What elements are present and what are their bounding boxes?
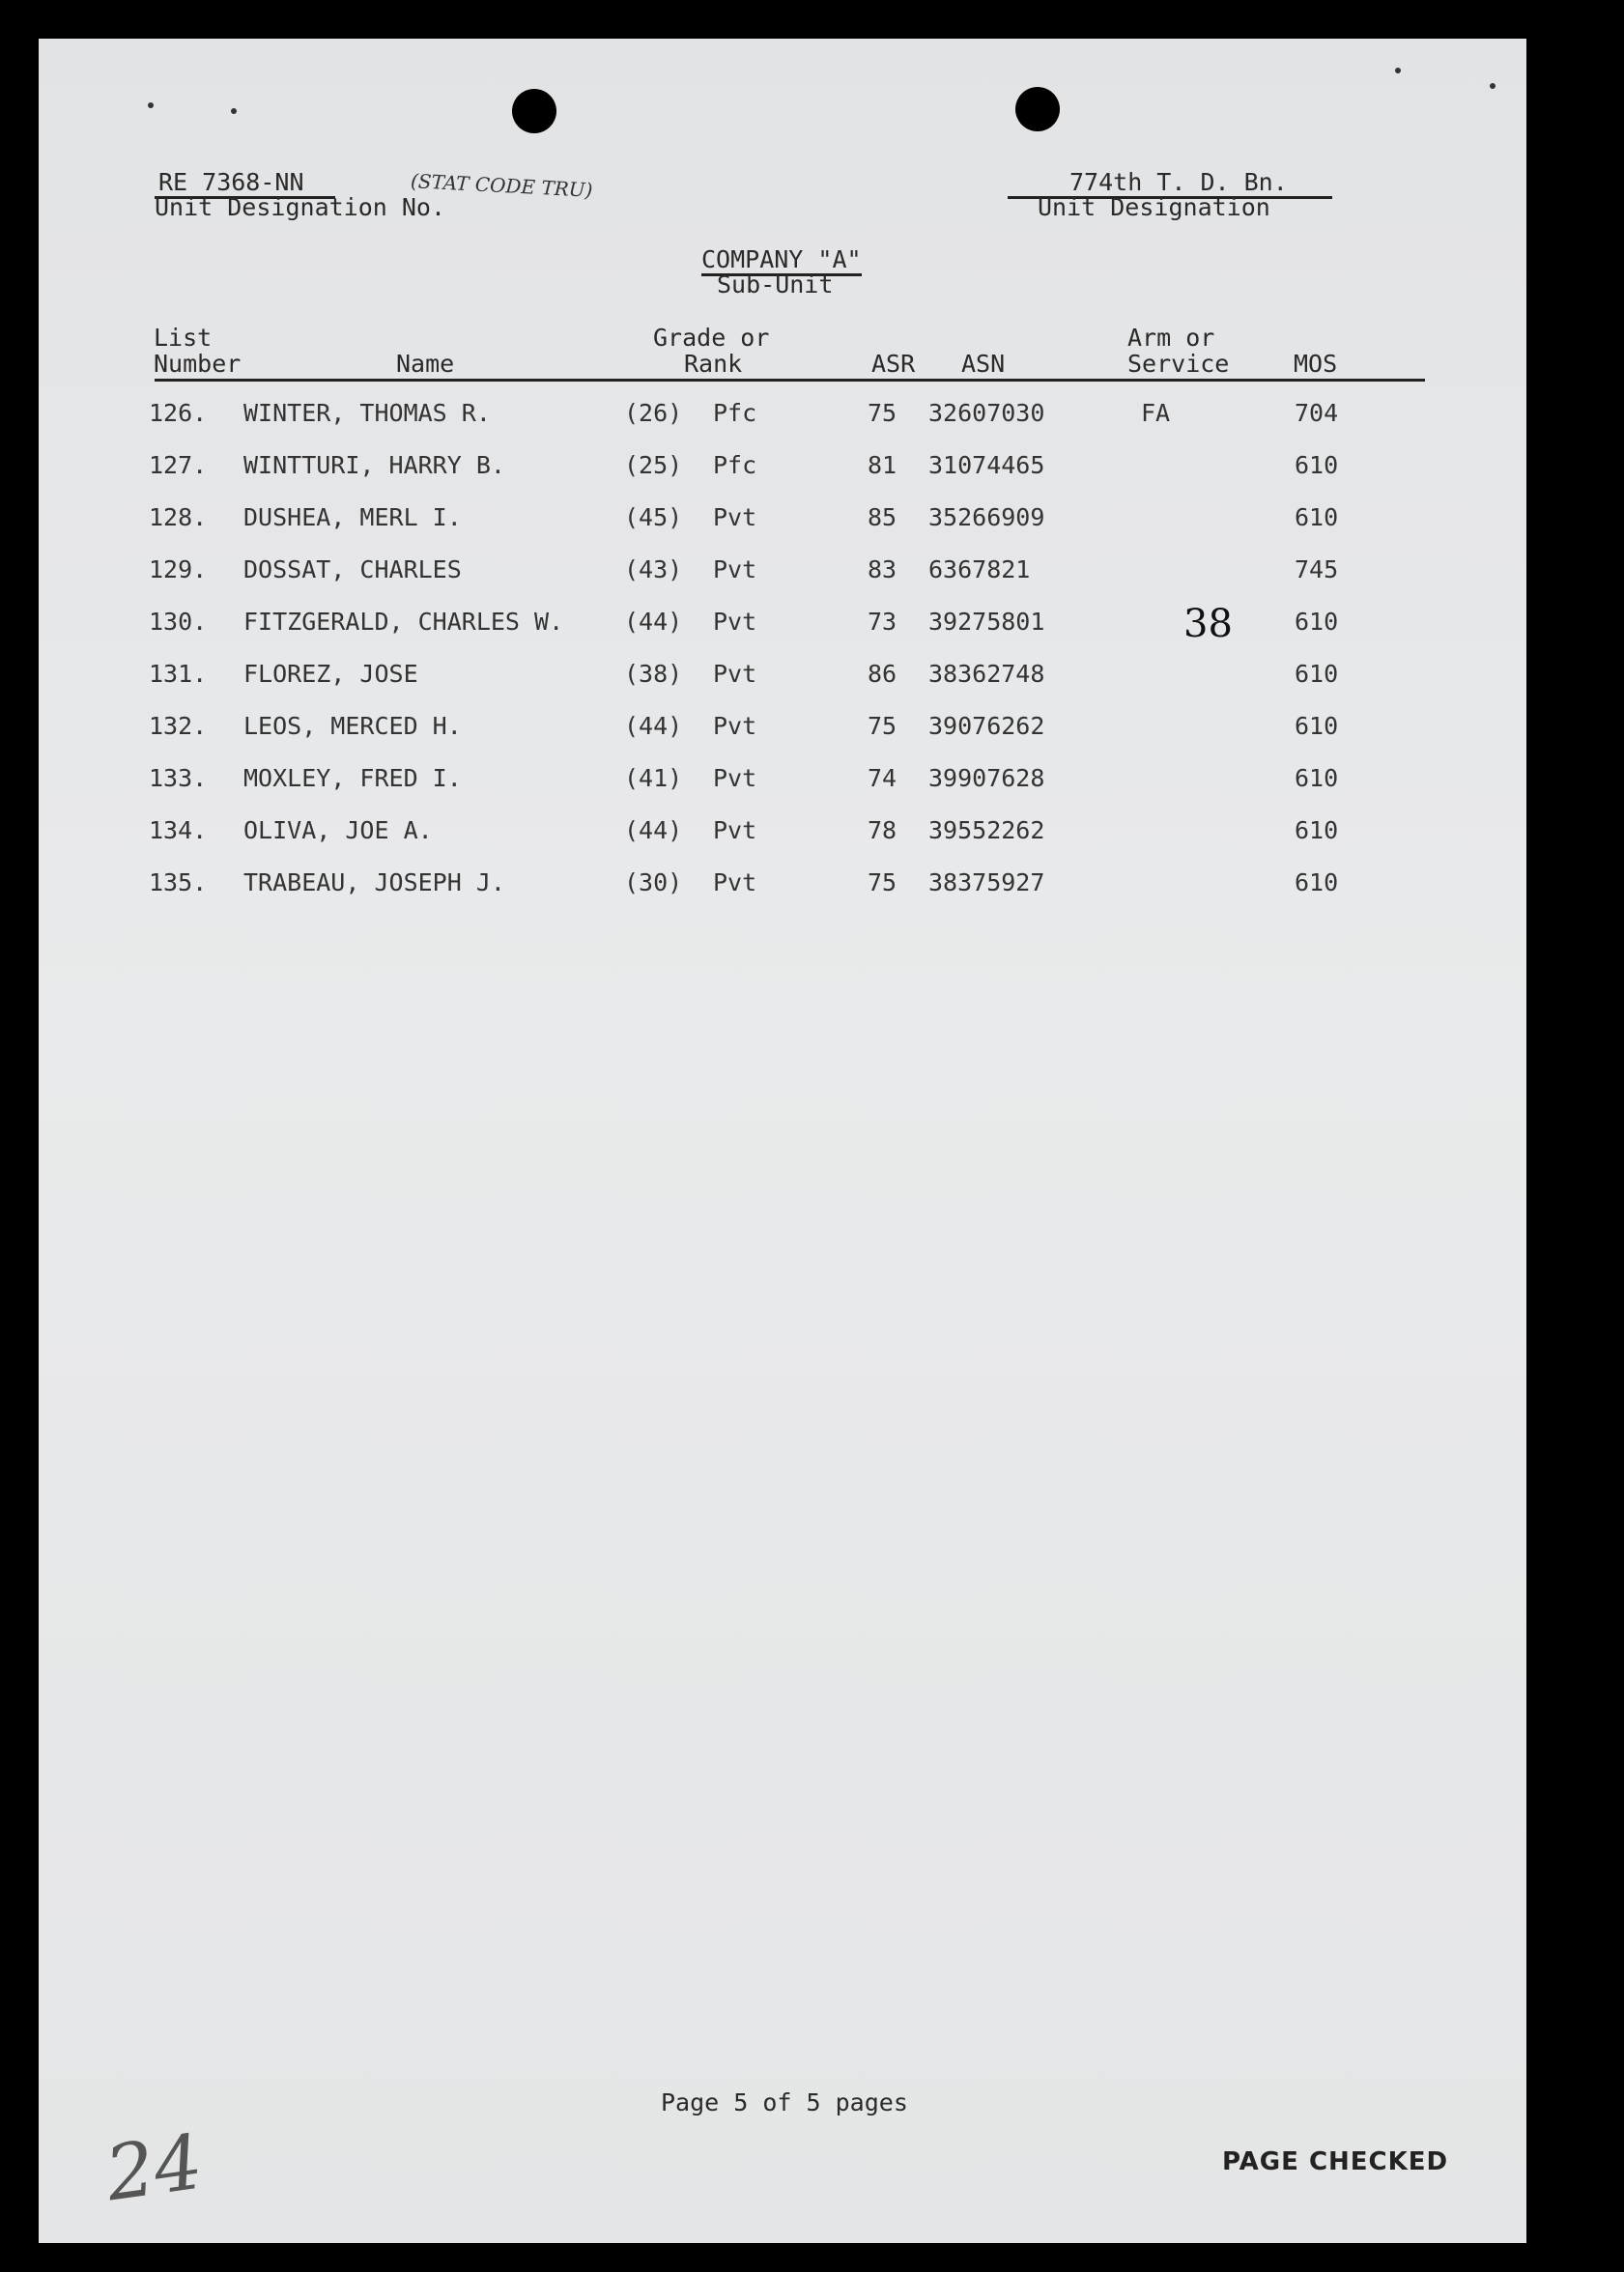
row-age: (41) (624, 764, 683, 792)
row-mos: 610 (1295, 816, 1339, 844)
row-grade: Pvt (713, 764, 757, 792)
row-asn: 38375927 (928, 868, 1045, 896)
row-name: FITZGERALD, CHARLES W. (243, 608, 564, 636)
row-name: DOSSAT, CHARLES (243, 555, 462, 583)
col-grade: Grade or (653, 324, 770, 352)
row-number: 126. (149, 399, 208, 427)
row-age: (44) (624, 816, 683, 844)
speck (1490, 83, 1496, 89)
row-age: (43) (624, 555, 683, 583)
page-checked-stamp: PAGE CHECKED (1222, 2147, 1449, 2176)
row-age: (44) (624, 608, 683, 636)
row-asn: 38362748 (928, 660, 1045, 688)
row-name: WINTER, THOMAS R. (243, 399, 491, 427)
row-age: (44) (624, 712, 683, 740)
row-number: 131. (149, 660, 208, 688)
unit-designation-label: Unit Designation (1038, 193, 1270, 221)
sub-unit: COMPANY "A" (701, 245, 862, 276)
row-age: (26) (624, 399, 683, 427)
speck (148, 102, 154, 108)
row-grade: Pvt (713, 503, 757, 531)
row-asr: 75 (868, 868, 897, 896)
row-number: 129. (149, 555, 208, 583)
row-asn: 6367821 (928, 555, 1031, 583)
row-name: WINTTURI, HARRY B. (243, 451, 505, 479)
row-name: LEOS, MERCED H. (243, 712, 462, 740)
row-asr: 78 (868, 816, 897, 844)
row-grade: Pvt (713, 816, 757, 844)
unit-designation-no: RE 7368-NN (155, 168, 335, 199)
col-asn: ASN (961, 350, 1006, 378)
speck (1395, 68, 1401, 73)
row-age: (45) (624, 503, 683, 531)
row-grade: Pvt (713, 608, 757, 636)
speck (231, 108, 237, 114)
col-arm: Arm or (1127, 324, 1215, 352)
row-number: 133. (149, 764, 208, 792)
header-rule (155, 379, 1425, 382)
row-age: (30) (624, 868, 683, 896)
row-name: TRABEAU, JOSEPH J. (243, 868, 505, 896)
row-number: 134. (149, 816, 208, 844)
row-asn: 39275801 (928, 608, 1045, 636)
row-mos: 610 (1295, 451, 1339, 479)
punch-hole-left (512, 89, 556, 133)
page-indicator: Page 5 of 5 pages (661, 2088, 908, 2116)
row-name: OLIVA, JOE A. (243, 816, 433, 844)
row-mos: 704 (1295, 399, 1339, 427)
row-grade: Pvt (713, 660, 757, 688)
row-grade: Pvt (713, 712, 757, 740)
row-asn: 39907628 (928, 764, 1045, 792)
row-number: 128. (149, 503, 208, 531)
col-name: Name (396, 350, 455, 378)
row-mos: 610 (1295, 764, 1339, 792)
punch-hole-right (1015, 87, 1060, 131)
sub-unit-label: Sub-Unit (717, 270, 834, 298)
row-number: 135. (149, 868, 208, 896)
row-mos: 745 (1295, 555, 1339, 583)
row-asr: 81 (868, 451, 897, 479)
col-service: Service (1127, 350, 1230, 378)
unit-designation-no-label: Unit Designation No. (155, 193, 446, 221)
row-mos: 610 (1295, 868, 1339, 896)
row-number: 130. (149, 608, 208, 636)
row-name: DUSHEA, MERL I. (243, 503, 462, 531)
row-mos: 610 (1295, 503, 1339, 531)
row-asn: 35266909 (928, 503, 1045, 531)
row-age: (25) (624, 451, 683, 479)
row-grade: Pvt (713, 868, 757, 896)
row-mos: 610 (1295, 660, 1339, 688)
row-asr: 73 (868, 608, 897, 636)
row-number: 132. (149, 712, 208, 740)
row-number: 127. (149, 451, 208, 479)
document-page (39, 39, 1526, 2243)
row-arm: FA (1141, 399, 1171, 427)
pencil-number: 24 (100, 2118, 209, 2219)
row-grade: Pvt (713, 555, 757, 583)
col-list: List (154, 324, 213, 352)
row-asn: 32607030 (928, 399, 1045, 427)
row-name: FLOREZ, JOSE (243, 660, 418, 688)
row-asr: 75 (868, 712, 897, 740)
row-asr: 83 (868, 555, 897, 583)
row-mos: 610 (1295, 712, 1339, 740)
row-grade: Pfc (713, 399, 757, 427)
col-rank: Rank (684, 350, 743, 378)
unit-designation: 774th T. D. Bn. (1008, 168, 1332, 199)
row-name: MOXLEY, FRED I. (243, 764, 462, 792)
handwritten-stat-code: (STAT CODE TRU) (410, 169, 594, 202)
row-asr: 86 (868, 660, 897, 688)
row-asr: 75 (868, 399, 897, 427)
col-asr: ASR (871, 350, 916, 378)
row-mos: 610 (1295, 608, 1339, 636)
col-mos: MOS (1294, 350, 1338, 378)
row-asn: 31074465 (928, 451, 1045, 479)
margin-number: 38 (1183, 602, 1233, 646)
col-number: Number (154, 350, 242, 378)
row-asn: 39552262 (928, 816, 1045, 844)
row-grade: Pfc (713, 451, 757, 479)
row-asn: 39076262 (928, 712, 1045, 740)
row-asr: 85 (868, 503, 897, 531)
row-age: (38) (624, 660, 683, 688)
row-asr: 74 (868, 764, 897, 792)
